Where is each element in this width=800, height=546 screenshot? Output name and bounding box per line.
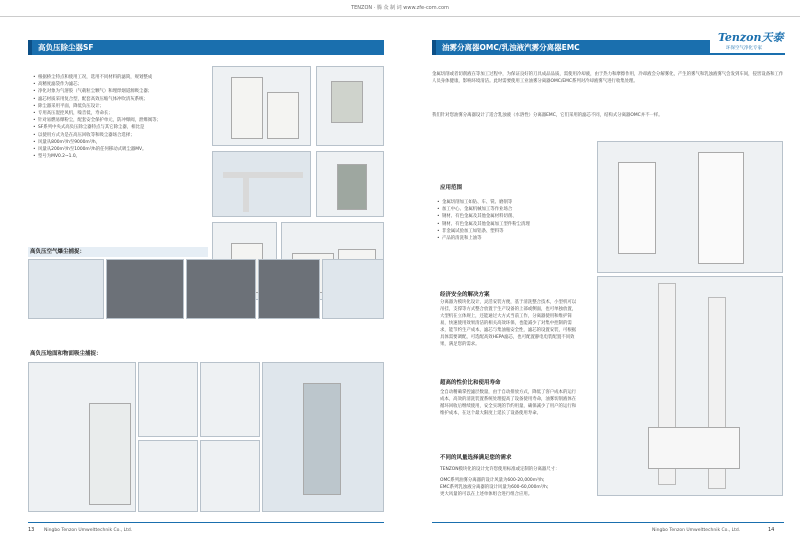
nozzle-photo-3 (186, 259, 256, 319)
air-capture-band (28, 247, 208, 257)
logo-name: Tenzon天泰 (718, 31, 784, 44)
list-item: • 高精度滤袋作为滤芯； (33, 81, 208, 88)
nozzle-photo-4 (258, 259, 320, 319)
floor-tool-photo-1 (138, 440, 198, 512)
header-divider (0, 16, 800, 17)
floor-capture-heading: 高负压地面和物面吸尘捕捉： (30, 351, 102, 357)
floor-worker-photo (262, 362, 384, 512)
solution-text: 分离器为模块化设计，灵活安装方便，基于清洗整合技术，小型机可以吊挂，支撑等方式整合放置于生产设备的上部或侧面，也可单独放置，大型机在立体规上，还能通过大方式当前工作，分离器使用和维护简易，快速使用效果清洁的相关高效环保，也能减少了对集中控制的需求，能节约生产成本，滤芯与集油瓶安全性，滤芯的设置安装，可根据具体需要调配，可选配高效HEPA滤芯，也可配置静电电装配置不同效果，满足您的需求。 (440, 300, 577, 347)
footer-company-right: Ningbo Tenzon Umwelttechnik Co., Ltd. (652, 528, 741, 533)
list-item: • SF系列中央式高负压除尘器特点与其它除尘器，相比是 (33, 124, 208, 131)
list-item: • 除尘器采用平面，降低负压设计； (33, 103, 208, 110)
airflow-heading: 不同的风量选择满足您的需求 (440, 455, 512, 461)
portable-collector-photo (316, 66, 384, 146)
nozzle-photo-1 (28, 259, 104, 319)
ratio-text: 全自动精确掌控滤层数量，由于自动排放方式，降低了客户成本的运行成本，高效的清洗装置系统处理提高了设备使用寿命，油雾切削液体在循环回收后继续使用，安全实现的节约用量，确保减少了用户的运行和维护成本，在这个最大限度上延长了设备使用寿命。 (440, 390, 577, 416)
logo-slogan: 环保空气净化专家 (726, 46, 762, 51)
dust-collector-photo (212, 66, 311, 146)
oil-mist-unit-photo-2 (597, 276, 783, 496)
mobile-collector-photo (316, 151, 384, 217)
apps-heading: 应用范围 (440, 185, 463, 191)
page-header: TENZON · 腾 众 制 词 www.zfe-com.com (351, 5, 449, 11)
list-item: • 产品的清洗和上油等 (437, 235, 579, 242)
solution-heading: 经济安全的解决方案 (440, 292, 490, 298)
airflow-line: 更大风量的可以在上述单体组合进行组合应用。 (440, 492, 533, 497)
pipe-system-photo (212, 151, 311, 217)
list-item: • 风量从200m³/h至1000m³/h的任何移动式吸尘器MV。 (33, 146, 208, 153)
intro-paragraph-2: 我们针对您油雾分离器设计了适合乳浊液（水溶性）分离器EMC，它们采用的滤芯不同，结构式分离器OMC并不一样。 (432, 113, 663, 118)
airflow-line: OMC系列油雾分离器的设计风量为600-20,000m³/h; (440, 478, 545, 483)
ratio-heading: 超高的性价比和使用寿命 (440, 380, 501, 386)
apps-list (437, 199, 579, 242)
airflow-subtitle: TENZON模块化的设计允许您使用标准或定制的分离器尺寸： (440, 467, 560, 472)
intro-paragraph: 金属切削或者切削液在等加工过程中，为保证良好的刀具成品品质，需使用冷却液，由于热力和摩擦作用，冷却液会分解雾化，产生的雾气和乳浊液雾气会发到车间，侵害设备和工作人员身体健康，影响环境清洁。此时需要使用工业油雾分离器OMC/EMC系列对冷却液雾气进行收集处理。 (432, 72, 784, 84)
floor-illustration-1 (138, 362, 198, 437)
right-section-title: 油雾分离器OMC/乳浊液汽雾分离器EMC (432, 40, 710, 55)
nozzle-photo-2 (106, 259, 184, 319)
left-feature-list (33, 74, 208, 160)
nozzle-photo-5 (322, 259, 384, 319)
list-item: • 以使用方式为是在高压回收等和吸尘器场合选择； (33, 132, 208, 139)
page-number-right: 14 (768, 527, 775, 533)
floor-illustration-2 (200, 362, 260, 437)
list-item: • 金属切削加工如钻、车、铣、磨削等 (437, 199, 579, 206)
brand-logo (718, 29, 796, 51)
airflow-line: EMC系列乳浊液分离器的设计风量为600-60,000m³/h; (440, 485, 549, 490)
list-item: • 钢材、有色金属及其他金属材料切削、 (437, 213, 579, 220)
list-item: • 滤芯材质采用复合型，配套高效压缩气体冲吹清灰系统； (33, 96, 208, 103)
footer-rule-right (432, 522, 784, 523)
footer-company-left: Ningbo Tenzon Umwelttechnik Co., Ltd. (44, 528, 133, 533)
floor-tool-photo-2 (200, 440, 260, 512)
list-item: • 钢材、有色金属及其他金属加工型件粉尘清理 (437, 221, 579, 228)
page-number-left: 13 (28, 527, 35, 533)
air-capture-heading: 高负压空气爆尘捕捉： (30, 249, 86, 255)
list-item: • 根据桥尘特点和使用工况，选用不同材料的滤筒，规划整成 (33, 74, 208, 81)
footer-rule-left (28, 522, 384, 523)
list-item: • 非金属试验加工如铝条、塑料等 (437, 228, 579, 235)
left-section-title: 高负压除尘器SF (28, 40, 384, 55)
list-item: • 净化对象为气溶胶（气载粒尘颗气）和埋焊烟道源吸尘器； (33, 88, 208, 95)
oil-mist-unit-photo-1 (597, 141, 783, 273)
list-item: • 型号为MV0.2~1.0。 (33, 153, 208, 160)
floor-vacuum-photo-1 (28, 362, 136, 512)
list-item: • 加工中心、金属机械加工等作业场合 (437, 206, 579, 213)
list-item: • 针对易燃易爆粉尘，配套安全保护单元，防冲爆阀，泄爆阀等； (33, 117, 208, 124)
list-item: • 风量从800m³/h至9000m³/h， (33, 139, 208, 146)
title-underline (710, 53, 785, 55)
list-item: • 专用高压混控风机，噪音低，寿命长； (33, 110, 208, 117)
